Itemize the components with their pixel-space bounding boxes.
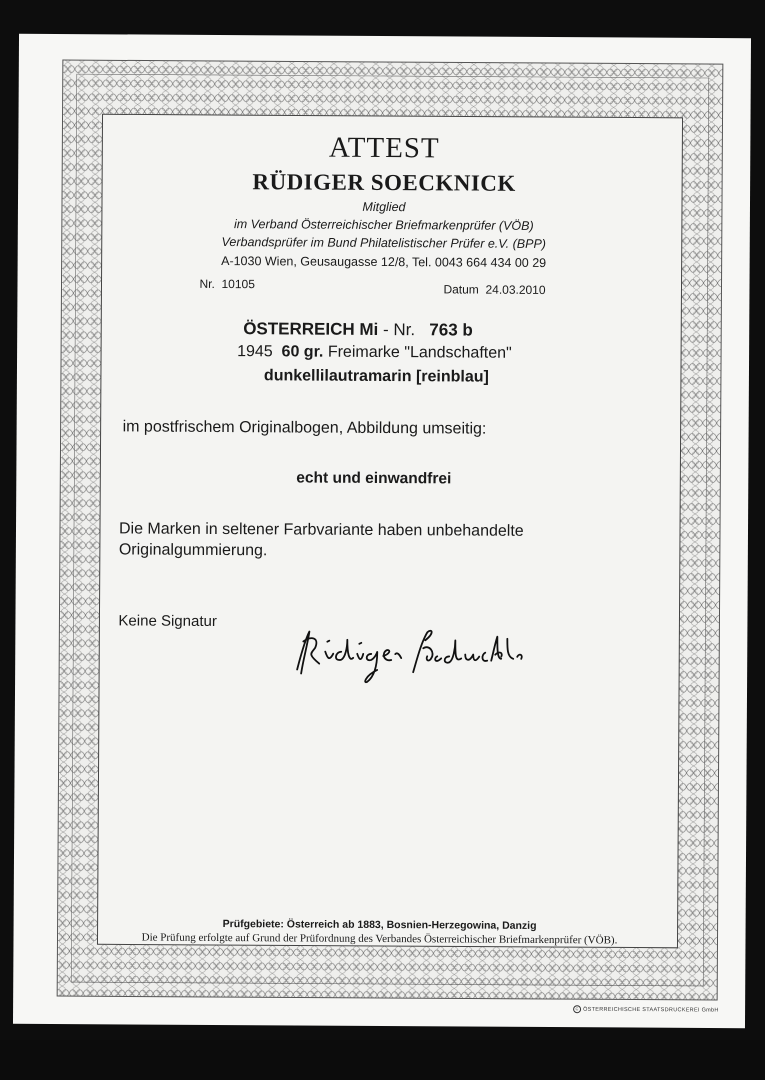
date-label: Datum <box>443 282 479 297</box>
stamp-issue-line <box>237 343 512 363</box>
note-line-2: Originalgummierung. <box>118 541 268 560</box>
stamp-dash: - <box>382 320 389 340</box>
handwritten-signature <box>285 617 525 688</box>
copyright-icon: C <box>573 1005 581 1013</box>
condition-text: im postfrischem Originalbogen, Abbildung umseitig: <box>122 418 487 438</box>
examiner-name: RÜDIGER SOECKNICK <box>252 169 516 196</box>
printer-name: ÖSTERREICHISCHE STAATSDRUCKEREI GmbH <box>583 1006 719 1014</box>
stamp-catalog-line <box>243 319 473 340</box>
nr-label: Nr. <box>199 276 215 291</box>
stamp-year: 1945 <box>237 343 273 361</box>
stamp-series: Freimarke "Landschaften" <box>327 343 512 362</box>
certificate-number <box>199 277 254 291</box>
examination-regions: Prüfgebiete: Österreich ab 1883, Bosnien-Herzegowina, Danzig <box>222 918 537 932</box>
date-value: 24.03.2010 <box>485 282 546 297</box>
examiner-address: A-1030 Wien, Geusaugasse 12/8, Tel. 0043 664 434 00 29 <box>221 254 547 270</box>
stamp-number: 763 b <box>429 320 473 340</box>
examination-rules: Die Prüfung erfolgte auf Grund der Prüfordnung des Verbandes Österreichischer Briefmarkenprüfer (VÖB). <box>141 931 618 947</box>
association-line-2: Verbandsprüfer im Bund Philatelistischer Prüfer e.V. (BPP) <box>221 235 547 251</box>
stamp-color: dunkellilautramarin [reinblau] <box>263 367 489 386</box>
printer-copyright <box>573 1005 719 1014</box>
signature-note: Keine Signatur <box>118 612 217 630</box>
certificate-date <box>443 282 545 297</box>
certificate-title: ATTEST <box>328 131 440 165</box>
certificate-sheet <box>13 34 751 1028</box>
nr-value: 10105 <box>221 277 255 292</box>
stamp-country: ÖSTERREICH Mi <box>243 319 379 339</box>
verdict-text: echt und einwandfrei <box>296 469 452 488</box>
stamp-value: 60 gr. <box>281 343 324 361</box>
membership-label: Mitglied <box>362 199 406 215</box>
stamp-nr-label: Nr. <box>393 320 416 340</box>
scan-bottom-bar <box>0 1040 765 1080</box>
association-line-1: im Verband Österreichischer Briefmarkenprüfer (VÖB) <box>234 217 534 233</box>
note-line-1: Die Marken in seltener Farbvariante haben unbehandelte <box>118 520 524 540</box>
